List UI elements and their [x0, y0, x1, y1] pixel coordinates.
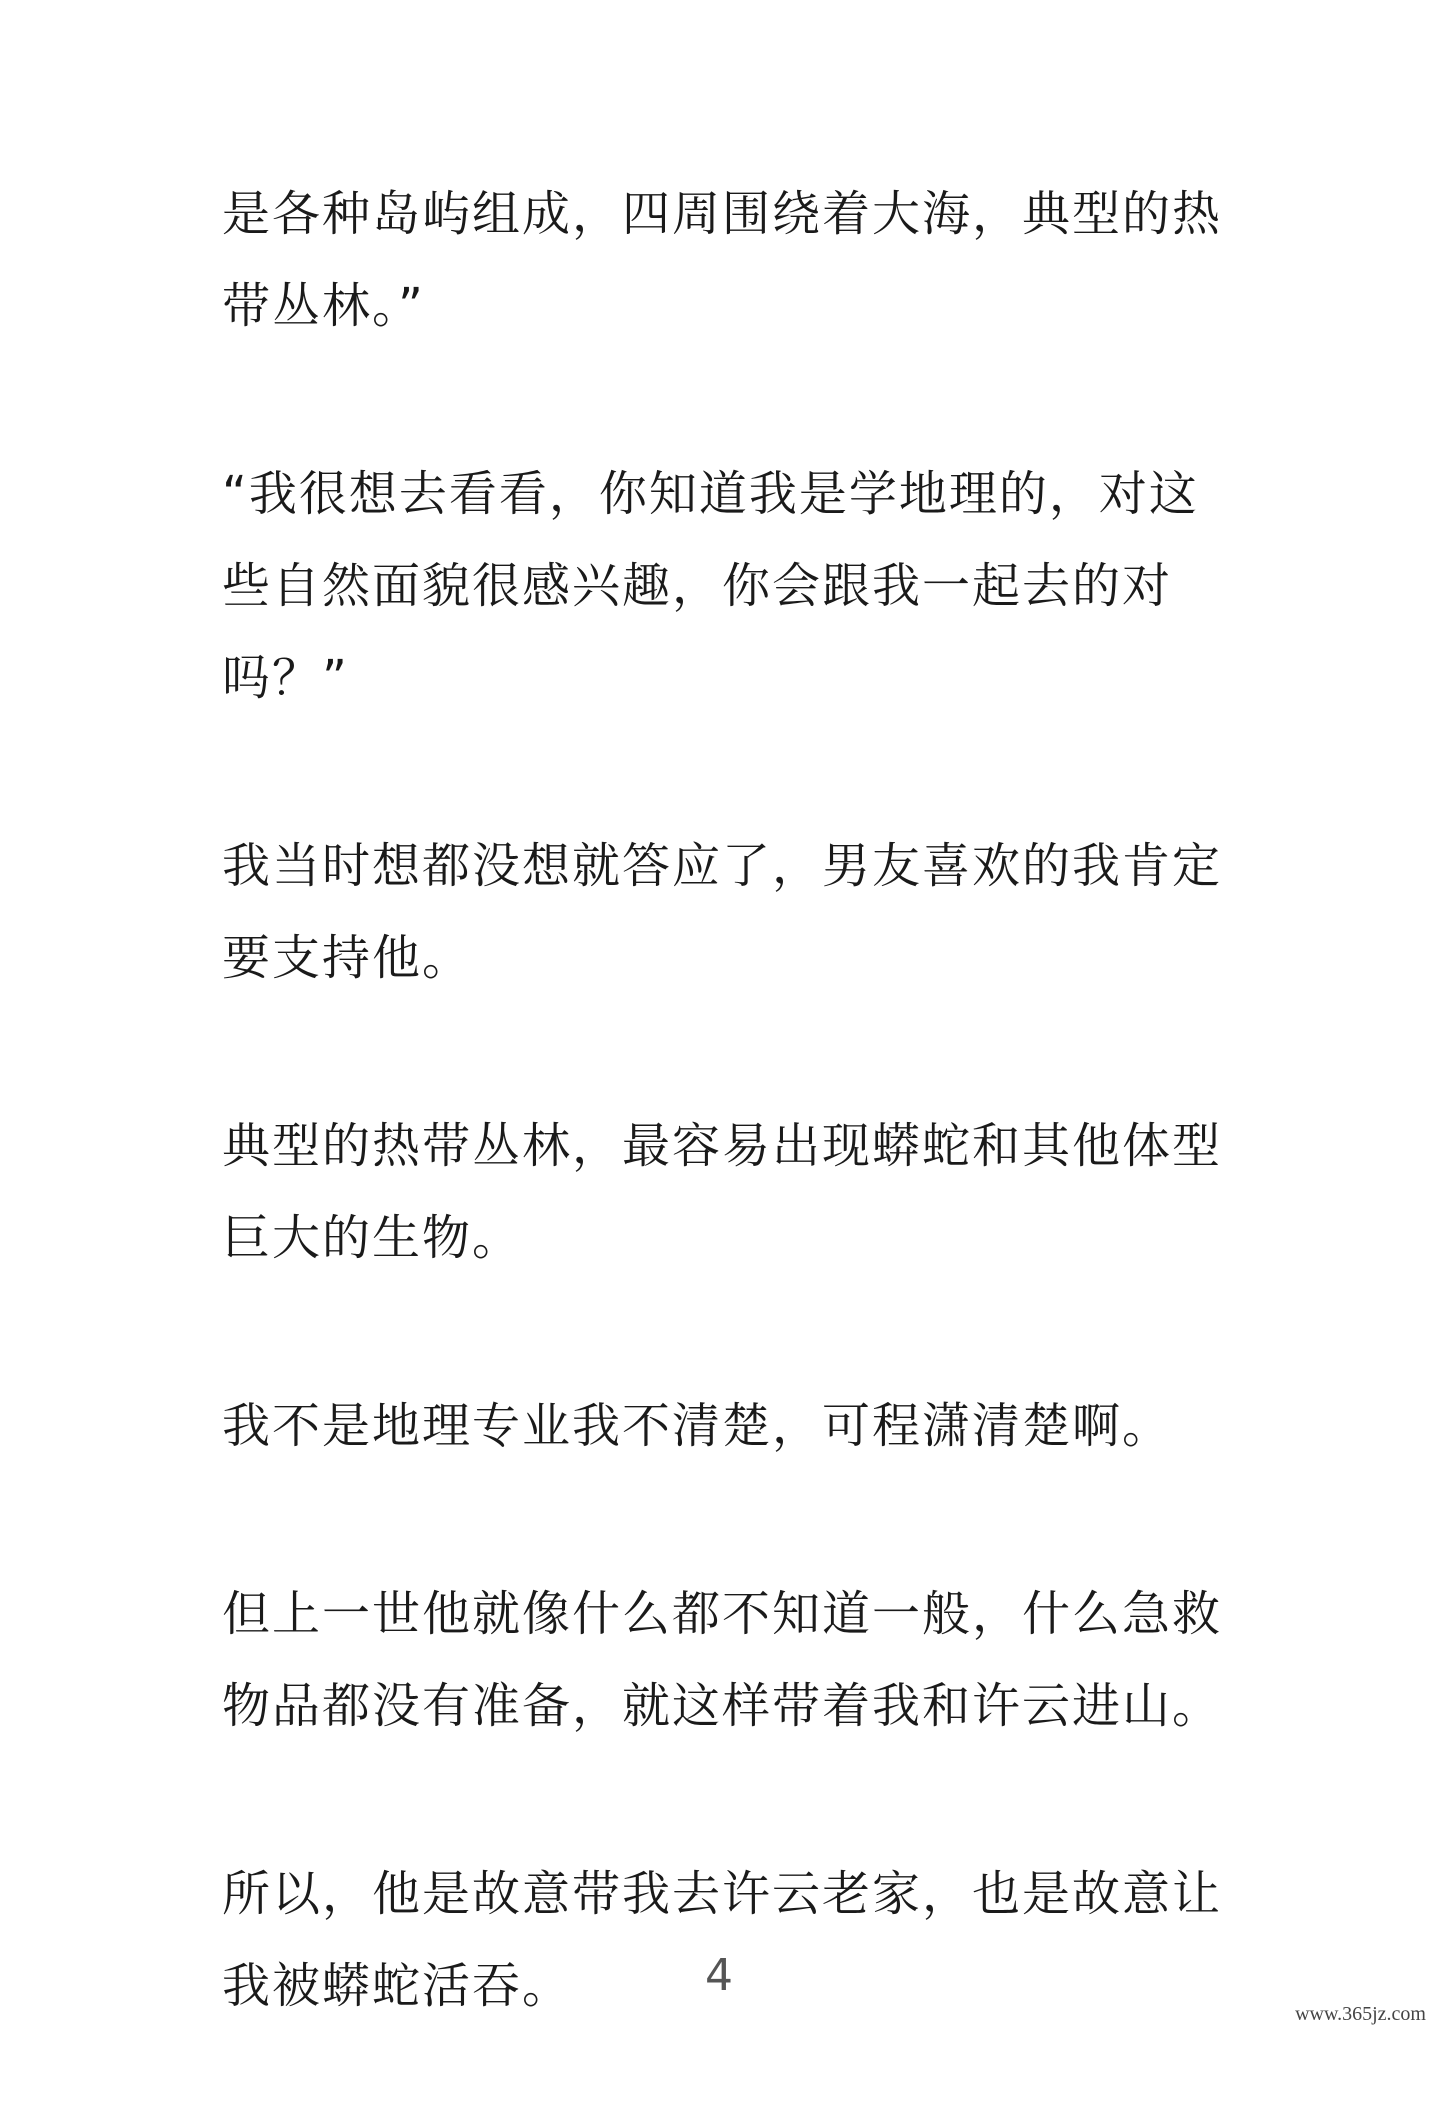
paragraph: “我很想去看看，你知道我是学地理的，对这些自然面貌很感兴趣，你会跟我一起去的对吗？” [222, 466, 1199, 706]
paragraph: 是各种岛屿组成，四周围绕着大海，典型的热带丛林。” [222, 186, 1223, 334]
paragraph: 典型的热带丛林，最容易出现蟒蛇和其他体型巨大的生物。 [222, 1118, 1223, 1266]
text-body [222, 168, 1232, 2128]
paragraph: 所以，他是故意带我去许云老家，也是故意让我被蟒蛇活吞。 [222, 1866, 1223, 2014]
page-number: 4 [705, 1950, 733, 2001]
paragraph: 我不是地理专业我不清楚，可程潇清楚啊。 [222, 1398, 1173, 1454]
watermark: www.365jz.com [1295, 2003, 1426, 2025]
paragraph: 我当时想都没想就答应了，男友喜欢的我肯定要支持他。 [222, 838, 1223, 986]
paragraph: 但上一世他就像什么都不知道一般，什么急救物品都没有准备，就这样带着我和许云进山。 [222, 1586, 1223, 1734]
